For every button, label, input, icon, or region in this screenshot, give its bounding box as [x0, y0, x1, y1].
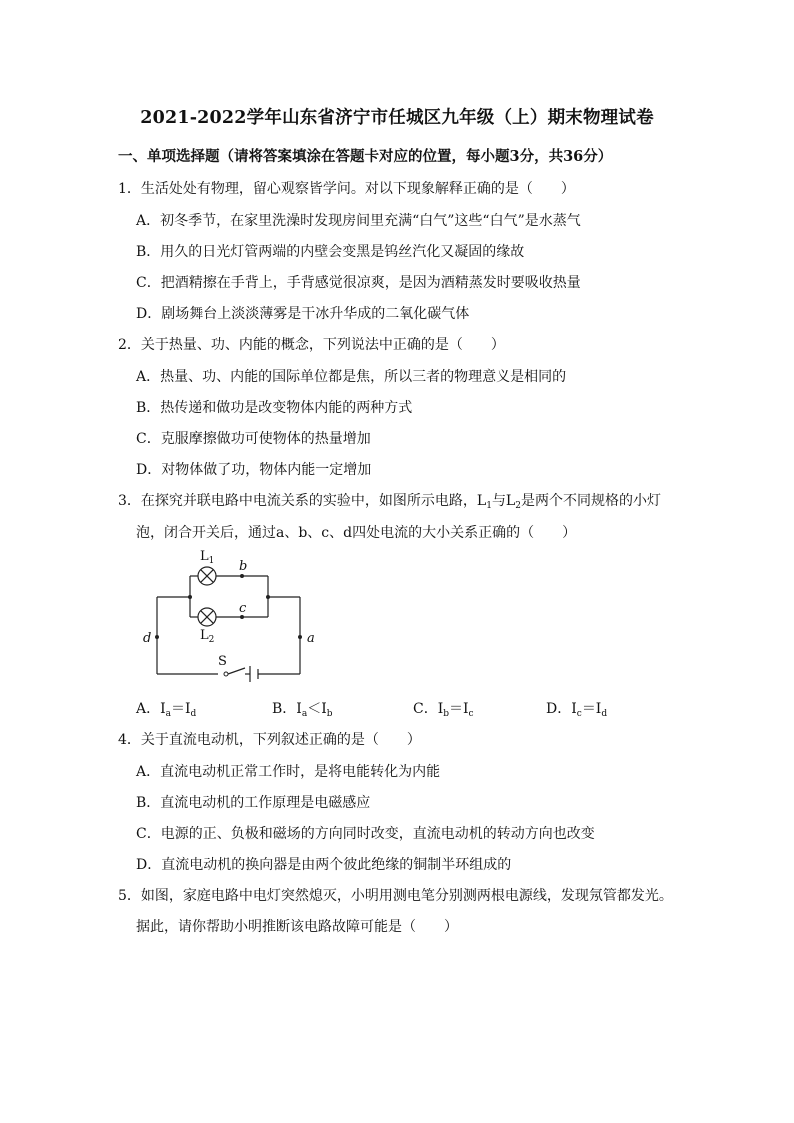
- label-l1: $L_1$: [200, 549, 215, 566]
- label-l2: $L_2$: [200, 628, 215, 645]
- question-5-stem-line2: 据此，请你帮助小明推断该电路故障可能是（ ）: [136, 919, 458, 935]
- question-2-stem: 2．关于热量、功、内能的概念，下列说法中正确的是（ ）: [118, 337, 505, 353]
- question-1-option-d: D．剧场舞台上淡淡薄雾是干冰升华成的二氧化碳气体: [136, 306, 470, 322]
- label-c: c: [239, 601, 247, 616]
- question-3-option-b: B．$I_a<I_b$: [272, 701, 333, 719]
- question-3-option-d: D．$I_c=I_d$: [546, 701, 608, 719]
- question-1-option-a: A．初冬季节，在家里洗澡时发现房间里充满“白气”这些“白气”是水蒸气: [136, 213, 581, 229]
- question-4-option-c: C．电源的正、负极和磁场的方向同时改变，直流电动机的转动方向也改变: [136, 826, 595, 842]
- question-3-stem: 3．在探究并联电路中电流关系的实验中，如图所示电路，$L_1$与$L_2$是两个不同规格的小灯: [118, 493, 661, 511]
- question-2-option-a: A．热量、功、内能的国际单位都是焦，所以三者的物理意义是相同的: [136, 369, 567, 385]
- question-4-option-a: A．直流电动机正常工作时，是将电能转化为内能: [136, 764, 441, 780]
- question-4-option-b: B．直流电动机的工作原理是电磁感应: [136, 795, 371, 811]
- question-4-option-d: D．直流电动机的换向器是由两个彼此绝缘的铜制半环组成的: [136, 857, 512, 873]
- question-2-option-c: C．克服摩擦做功可使物体的热量增加: [136, 431, 371, 447]
- question-3-option-a: A．$I_a=I_d$: [136, 701, 197, 719]
- question-5-stem: 5．如图，家庭电路中电灯突然熄灭，小明用测电笔分别测两根电源线，发现氖管都发光。: [118, 888, 673, 904]
- question-1-stem: 1．生活处处有物理，留心观察皆学问。对以下现象解释正确的是（ ）: [118, 181, 575, 197]
- question-2-option-b: B．热传递和做功是改变物体内能的两种方式: [136, 400, 413, 416]
- question-3-option-c: C．$I_b=I_c$: [413, 701, 474, 719]
- label-b: b: [239, 559, 248, 574]
- label-switch-s: S: [218, 654, 227, 669]
- section-heading: 一、单项选择题（请将答案填涂在答题卡对应的位置，每小题3分，共36分）: [118, 148, 613, 165]
- question-2-option-d: D．对物体做了功，物体内能一定增加: [136, 462, 372, 478]
- question-4-stem: 4．关于直流电动机，下列叙述正确的是（ ）: [118, 732, 421, 748]
- label-a: a: [307, 631, 315, 646]
- question-1-option-c: C．把酒精擦在手背上，手背感觉很凉爽，是因为酒精蒸发时要吸收热量: [136, 275, 581, 291]
- question-1-option-b: B．用久的日光灯管两端的内壁会变黑是钨丝汽化又凝固的缘故: [136, 244, 525, 260]
- question-3-stem-line2: 泡，闭合开关后，通过a、b、c、d四处电流的大小关系正确的（ ）: [136, 525, 577, 541]
- label-d: d: [143, 631, 152, 646]
- exam-title: 2021-2022学年山东省济宁市任城区九年级（上）期末物理试卷: [140, 108, 654, 128]
